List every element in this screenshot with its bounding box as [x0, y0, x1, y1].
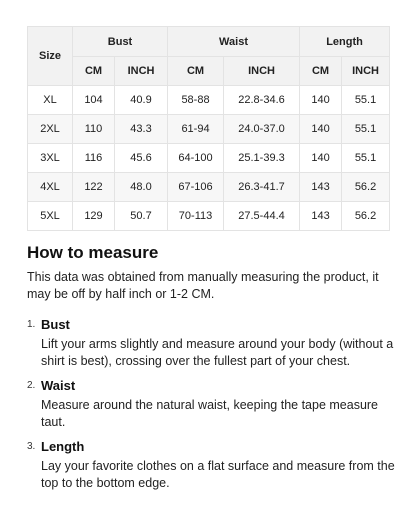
- step-number: 1.: [27, 319, 36, 330]
- bust-header: Bust: [73, 27, 168, 57]
- size-table: [27, 26, 390, 231]
- table-cell: 129: [73, 202, 115, 231]
- step-description: Lift your arms slightly and measure around your body (without a shirt is best), crossing over the fullest part of your chest.: [41, 337, 394, 368]
- table-cell: 116: [73, 144, 115, 173]
- table-cell: 58-88: [168, 86, 224, 115]
- table-cell: 22.8-34.6: [224, 86, 300, 115]
- unit-header: CM: [73, 57, 115, 86]
- step-title: Length: [41, 439, 85, 454]
- unit-header: INCH: [342, 57, 390, 86]
- size-cell: 4XL: [28, 173, 73, 202]
- table-cell: 50.7: [115, 202, 168, 231]
- size-cell: XL: [28, 86, 73, 115]
- table-cell: 55.1: [342, 144, 390, 173]
- table-cell: 27.5-44.4: [224, 202, 300, 231]
- step-bust: [27, 317, 397, 370]
- table-cell: 24.0-37.0: [224, 115, 300, 144]
- unit-header: CM: [300, 57, 342, 86]
- table-cell: 61-94: [168, 115, 224, 144]
- length-header: Length: [300, 27, 390, 57]
- step-waist: [27, 378, 397, 431]
- waist-header: Waist: [168, 27, 300, 57]
- table-cell: 55.1: [342, 86, 390, 115]
- table-cell: 70-113: [168, 202, 224, 231]
- size-cell: 2XL: [28, 115, 73, 144]
- table-cell: 55.1: [342, 115, 390, 144]
- table-cell: 143: [300, 202, 342, 231]
- size-header: Size: [28, 27, 73, 86]
- table-cell: 25.1-39.3: [224, 144, 300, 173]
- table-cell: 43.3: [115, 115, 168, 144]
- table-row: [28, 86, 390, 115]
- step-length: [27, 439, 397, 492]
- table-cell: 143: [300, 173, 342, 202]
- table-row: [28, 115, 390, 144]
- step-number: 3.: [27, 441, 36, 452]
- table-cell: 26.3-41.7: [224, 173, 300, 202]
- unit-header: CM: [168, 57, 224, 86]
- table-cell: 64-100: [168, 144, 224, 173]
- table-cell: 48.0: [115, 173, 168, 202]
- step-title: Bust: [41, 317, 70, 332]
- unit-header: INCH: [224, 57, 300, 86]
- table-cell: 140: [300, 144, 342, 173]
- table-cell: 122: [73, 173, 115, 202]
- table-cell: 140: [300, 86, 342, 115]
- table-row: [28, 144, 390, 173]
- size-cell: 5XL: [28, 202, 73, 231]
- table-cell: 140: [300, 115, 342, 144]
- table-cell: 67-106: [168, 173, 224, 202]
- section-title: How to measure: [27, 243, 159, 262]
- table-cell: 56.2: [342, 173, 390, 202]
- size-cell: 3XL: [28, 144, 73, 173]
- step-title: Waist: [41, 378, 76, 393]
- step-number: 2.: [27, 380, 36, 391]
- table-cell: 110: [73, 115, 115, 144]
- table-cell: 40.9: [115, 86, 168, 115]
- step-description: Lay your favorite clothes on a flat surface and measure from the top to the bottom edge.: [41, 459, 395, 490]
- table-row: [28, 202, 390, 231]
- steps-list: [27, 317, 397, 492]
- table-cell: 56.2: [342, 202, 390, 231]
- step-description: Measure around the natural waist, keeping the tape measure taut.: [41, 398, 379, 429]
- table-row: [28, 173, 390, 202]
- table-cell: 104: [73, 86, 115, 115]
- unit-header: INCH: [115, 57, 168, 86]
- how-to-measure-section: [27, 243, 397, 492]
- intro-text: This data was obtained from manually measuring the product, it may be off by half inch or 1-2 CM.: [27, 270, 379, 301]
- table-cell: 45.6: [115, 144, 168, 173]
